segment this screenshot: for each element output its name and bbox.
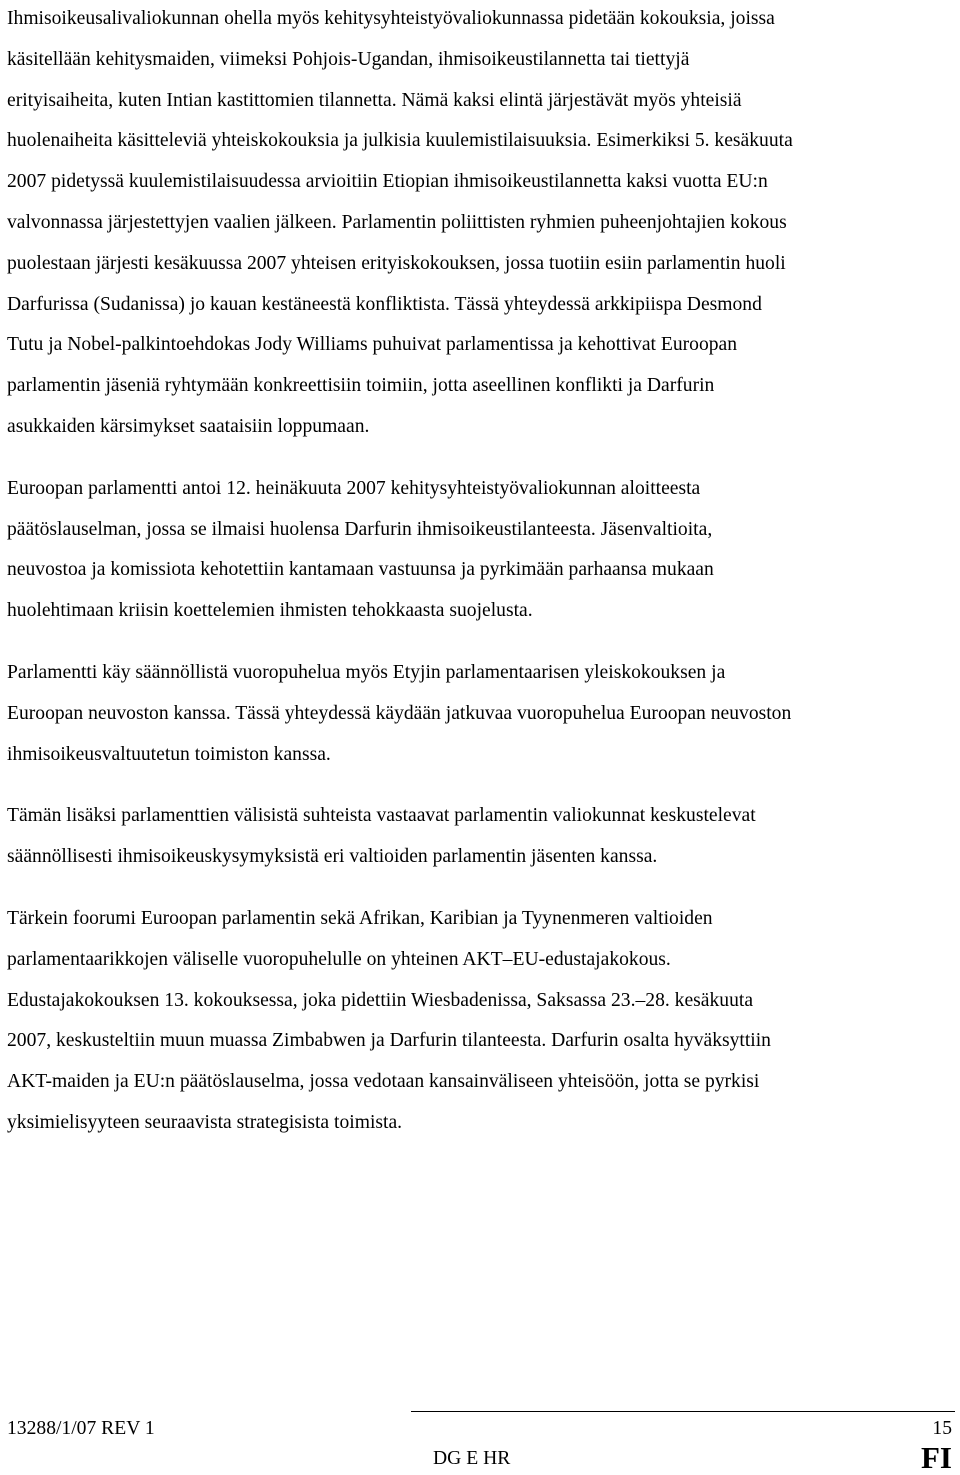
paragraph-1: Ihmisoikeusalivaliokunnan ohella myös kehitysyhteistyövaliokunnassa pidetään kokouksia, joissa käsitellään kehitysmaiden, viimeksi Pohjois-Ugandan, ihmisoikeustilannetta tai tiettyjä erityisaiheita, kuten Intian kastittomien tilannetta. Nämä kaksi elintä järjestävät myös yhteisiä huolenaiheita käsitteleviä yhteiskokouksia ja julkisia kuulemistilaisuuksia. Esimerkiksi 5. kesäkuuta 2007 pidetyssä kuulemistilaisuudessa arvioitiin Etiopian ihmisoikeustilannetta kaksi vuotta EU:n valvonnassa järjestettyjen vaalien jälkeen. Parlamentin poliittisten ryhmien puheenjohtajien kokous puolestaan järjesti kesäkuussa 2007 yhteisen erityiskokouksen, jossa tuotiin esiin parlamentin huoli Darfurissa (Sudanissa) jo kauan kestäneestä konfliktista. Tässä yhteydessä arkkipiispa Desmond Tutu ja Nobel-palkintoehdokas Jody Williams puhuivat parlamentissa ja kehottivat Euroopan parlamentin jäseniä ryhtymään konkreettisiin toimiin, jotta aseellinen konflikti ja Darfurin asukkaiden kärsimykset saataisiin loppumaan.	[7, 8, 793, 437]
document-body	[7, 0, 953, 1144]
footer-page-number: 15	[932, 1418, 952, 1439]
paragraph-5: Tärkein foorumi Euroopan parlamentin sekä Afrikan, Karibian ja Tyynenmeren valtioiden parlamentaarikkojen väliselle vuoropuhelulle on yhteinen AKT–EU-edustajakokous. Edustajakokouksen 13. kokouksessa, joka pidettiin Wiesbadenissa, Saksassa 23.–28. kesäkuuta 2007, keskusteltiin muun muassa Zimbabwen ja Darfurin tilanteesta. Darfurin osalta hyväksyttiin AKT-maiden ja EU:n päätöslauselma, jossa vedotaan kansainväliseen yhteisöön, jotta se pyrkisi yksimielisyyteen seuraavista strategisista toimista.	[7, 907, 771, 1133]
footer-language-code: FI	[921, 1440, 952, 1475]
paragraph-4: Tämän lisäksi parlamenttien välisistä suhteista vastaavat parlamentin valiokunnat keskustelevat säännöllisesti ihmisoikeuskysymyksistä eri valtioiden parlamentin jäsenten kanssa.	[7, 805, 756, 868]
paragraph-2: Euroopan parlamentti antoi 12. heinäkuuta 2007 kehitysyhteistyövaliokunnan aloitteesta päätöslauselman, jossa se ilmaisi huolensa Darfurin ihmisoikeustilanteesta. Jäsenvaltioita, neuvostoa ja komissiota kehotettiin kantamaan vastuunsa ja pyrkimään parhaansa mukaan huolehtimaan kriisin koettelemien ihmisten tehokkaasta suojelusta.	[7, 477, 714, 622]
footer-department: DG E HR	[433, 1448, 511, 1469]
footer-document-number: 13288/1/07 REV 1	[7, 1418, 155, 1439]
paragraph-3: Parlamentti käy säännöllistä vuoropuhelua myös Etyjin parlamentaarisen yleiskokouksen ja Euroopan neuvoston kanssa. Tässä yhteydessä käydään jatkuvaa vuoropuhelua Euroopan neuvoston ihmisoikeusvaltuutetun toimiston kanssa.	[7, 661, 792, 765]
footer-divider	[411, 1411, 955, 1412]
